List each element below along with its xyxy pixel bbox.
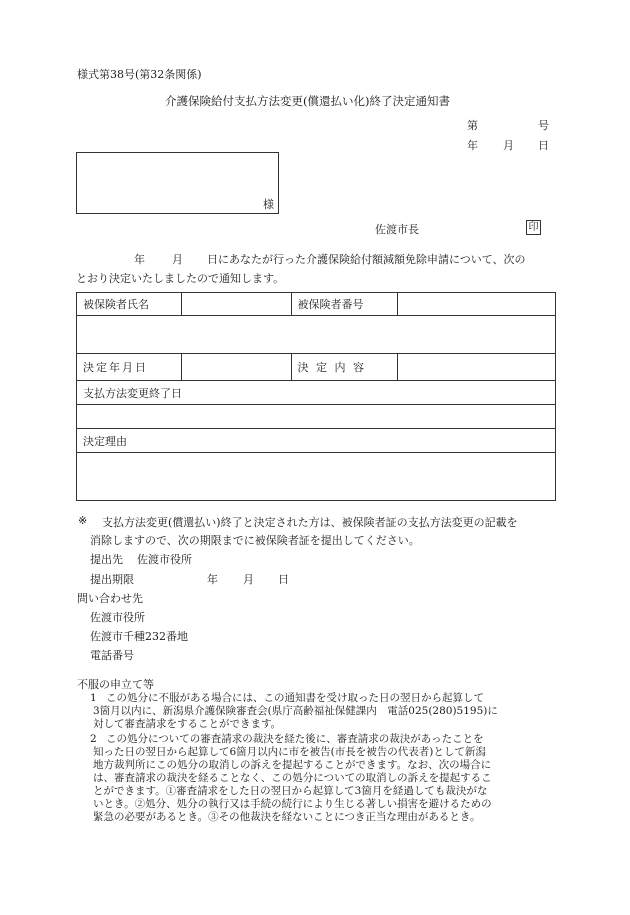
doc-no-prefix: 第	[467, 119, 478, 132]
intro-year: 年	[134, 253, 145, 266]
submit-to-value: 佐渡市役所	[137, 553, 192, 566]
appeal-item2-line4: は、審査請求の裁決を経ることなく、この処分についての取消しの訴えを提起するこ	[93, 772, 492, 784]
form-number: 様式第38号(第32条関係)	[77, 68, 202, 81]
deadline-day: 日	[278, 573, 289, 586]
note-line1: 支払方法変更(償還払い)終了と決定された方は、被保険者証の支払方法変更の記載を	[102, 516, 518, 529]
issuer: 佐渡市長	[375, 223, 419, 236]
contact-address: 佐渡市千種232番地	[90, 630, 188, 643]
end-date-label: 支払方法変更終了日	[77, 381, 556, 405]
appeal-item2-line7: 緊急の必要があるとき。③その他裁決を経ないことにつき正当な理由があるとき。	[93, 811, 481, 823]
insured-name-value	[181, 293, 291, 316]
appeal-item1-line3: 対して審査請求をすることができます。	[93, 718, 282, 730]
appeal-item2-line2: 知った日の翌日から起算して6箇月以内に市を被告(市長を被告の代表者)として新潟	[93, 746, 486, 758]
blank-row	[77, 316, 556, 354]
appeal-heading: 不服の申立て等	[77, 678, 154, 691]
decision-date-label: 決定年月日	[77, 354, 182, 381]
insured-number-label: 被保険者番号	[291, 293, 398, 316]
insured-number-value	[398, 293, 556, 316]
deadline-label: 提出期限	[90, 573, 134, 586]
seal-stamp: 印	[526, 220, 541, 235]
reason-label: 決定理由	[77, 429, 556, 453]
decision-content-value	[398, 354, 556, 381]
note-line2: 消除しますので、次の期限までに被保険者証を提出してください。	[90, 534, 420, 547]
doc-no-suffix: 号	[538, 119, 549, 132]
submit-to-label: 提出先	[90, 553, 123, 566]
date-day: 日	[538, 139, 549, 152]
reason-value	[77, 453, 556, 501]
note-mark: ※	[78, 514, 88, 527]
intro-month: 月	[172, 253, 183, 266]
contact-heading: 問い合わせ先	[77, 592, 143, 605]
date-month: 月	[503, 139, 514, 152]
appeal-item2-line5: とができます。①審査請求をした日の翌日から起算して3箇月を経過しても裁決がな	[93, 785, 488, 797]
appeal-item2-line1: この処分についての審査請求の裁決を経た後に、審査請求の裁決があったことを	[106, 733, 484, 745]
decision-content-label: 決 定 内 容	[291, 354, 398, 381]
intro-line2: とおり決定いたしましたので通知します。	[76, 272, 285, 285]
decision-table	[76, 292, 556, 501]
end-date-value	[77, 405, 556, 429]
appeal-item2-number: 2	[90, 733, 97, 745]
addressee-box	[76, 152, 279, 214]
appeal-item1-line1: この処分に不服がある場合には、この通知書を受け取った日の翌日から起算して	[106, 692, 484, 704]
appeal-item2-line3: 地方裁判所にこの処分の取消しの訴えを提起することができます。なお、次の場合に	[93, 759, 492, 771]
appeal-item1-number: 1	[90, 692, 97, 704]
deadline-year: 年	[207, 573, 218, 586]
date-year: 年	[467, 139, 478, 152]
contact-office: 佐渡市役所	[90, 611, 145, 624]
deadline-month: 月	[243, 573, 254, 586]
addressee-suffix: 様	[263, 198, 274, 211]
appeal-item1-line2: 3箇月以内に、新潟県介護保険審査会(県庁高齢福祉保健課内 電話025(280)5195)に	[93, 705, 498, 717]
insured-name-label: 被保険者氏名	[77, 293, 182, 316]
intro-line1: 日にあなたが行った介護保険給付額減額免除申請について、次の	[207, 253, 526, 266]
appeal-item2-line6: いとき。②処分、処分の執行又は手続の続行により生じる著しい損害を避けるための	[93, 798, 492, 810]
document-title: 介護保険給付支払方法変更(償還払い化)終了決定通知書	[165, 94, 450, 108]
decision-date-value	[181, 354, 291, 381]
contact-phone-label: 電話番号	[90, 649, 134, 662]
